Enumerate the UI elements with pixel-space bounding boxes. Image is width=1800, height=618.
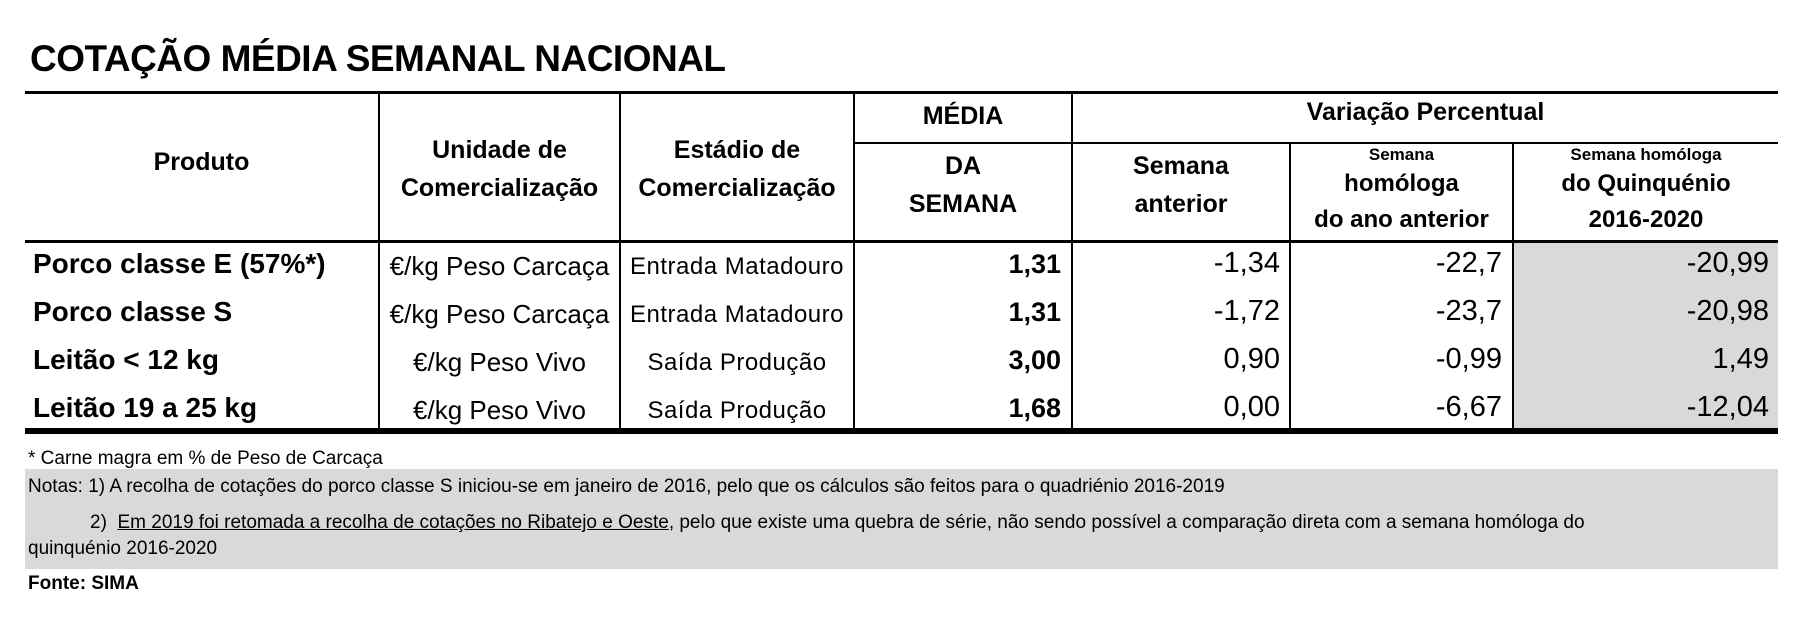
header-media-line1: DA bbox=[944, 152, 982, 180]
footnote: * Carne magra em % de Peso de Carcaça bbox=[28, 448, 383, 469]
row1-quinquenio: -20,99 bbox=[1686, 247, 1769, 279]
row2-quinquenio: -20,98 bbox=[1686, 295, 1769, 327]
header-semana-anterior-line1: Semana bbox=[1133, 152, 1229, 180]
row4-quinquenio: -12,04 bbox=[1686, 391, 1769, 423]
row4-produto: Leitão 19 a 25 kg bbox=[33, 392, 258, 423]
row1-media: 1,31 bbox=[1008, 249, 1061, 279]
row4-ano-anterior: -6,67 bbox=[1435, 391, 1502, 423]
row4-semana-anterior: 0,00 bbox=[1223, 391, 1280, 423]
header-estadio bbox=[621, 131, 853, 207]
header-homologa-line1: homóloga bbox=[1344, 170, 1459, 197]
row4-unidade: €/kg Peso Vivo bbox=[413, 395, 586, 425]
header-media-line2: SEMANA bbox=[908, 190, 1018, 218]
row3-produto: Leitão < 12 kg bbox=[33, 344, 219, 375]
row3-ano-anterior: -0,99 bbox=[1435, 343, 1502, 375]
header-quinquenio bbox=[1514, 166, 1778, 238]
header-quinquenio-line1: do Quinquénio bbox=[1561, 170, 1731, 197]
row2-estadio: Entrada Matadouro bbox=[630, 301, 844, 328]
header-homologa-line2: do ano anterior bbox=[1314, 206, 1489, 233]
row3-media: 3,00 bbox=[1008, 345, 1061, 375]
note-2-number: 2) bbox=[90, 512, 107, 533]
page-title: COTAÇÃO MÉDIA SEMANAL NACIONAL bbox=[30, 38, 726, 79]
header-unidade-line2: Comercialização bbox=[400, 174, 599, 202]
header-homologa bbox=[1291, 166, 1512, 238]
header-media-top: MÉDIA bbox=[922, 102, 1004, 130]
note-2-rest: , pelo que existe uma quebra de série, não sendo possível a comparação direta com a semana homóloga do bbox=[668, 512, 1585, 533]
header-unidade-line1: Unidade de bbox=[432, 136, 567, 164]
note-2 bbox=[28, 508, 1585, 537]
row3-quinquenio: 1,49 bbox=[1712, 343, 1769, 375]
row3-semana-anterior: 0,90 bbox=[1223, 343, 1280, 375]
row4-media: 1,68 bbox=[1008, 393, 1061, 423]
header-unidade bbox=[380, 131, 619, 207]
header-produto: Produto bbox=[153, 148, 250, 176]
row1-ano-anterior: -22,7 bbox=[1435, 247, 1502, 279]
row4-estadio: Saída Produção bbox=[647, 397, 827, 424]
row3-unidade: €/kg Peso Vivo bbox=[413, 347, 586, 377]
header-quinquenio-line2: 2016-2020 bbox=[1588, 206, 1704, 233]
price-table bbox=[25, 91, 1778, 434]
row2-semana-anterior: -1,72 bbox=[1213, 295, 1280, 327]
row2-unidade: €/kg Peso Carcaça bbox=[389, 299, 610, 329]
row1-estadio: Entrada Matadouro bbox=[630, 253, 844, 280]
note-2-continuation: quinquénio 2016-2020 bbox=[28, 538, 218, 559]
header-semana-anterior bbox=[1073, 147, 1289, 223]
header-variacao: Variação Percentual bbox=[1306, 98, 1545, 126]
row2-ano-anterior: -23,7 bbox=[1435, 295, 1502, 327]
note-1: Notas: 1) A recolha de cotações do porco classe S iniciou-se em janeiro de 2016, pelo que os cálculos são feitos para o quadriénio 2016-2019 bbox=[28, 476, 1225, 497]
note-2-underlined: Em 2019 foi retomada a recolha de cotações no Ribatejo e Oeste bbox=[117, 512, 669, 533]
header-semana-anterior-line2: anterior bbox=[1134, 190, 1228, 218]
row3-estadio: Saída Produção bbox=[647, 349, 827, 376]
row2-produto: Porco classe S bbox=[33, 296, 233, 327]
header-estadio-line1: Estádio de bbox=[673, 136, 801, 164]
source-label: Fonte: SIMA bbox=[28, 573, 139, 594]
header-media bbox=[855, 147, 1071, 223]
row1-semana-anterior: -1,34 bbox=[1213, 247, 1280, 279]
row2-media: 1,31 bbox=[1008, 297, 1061, 327]
table-bottom-border bbox=[25, 428, 1778, 434]
header-estadio-line2: Comercialização bbox=[638, 174, 836, 202]
header-bottom-border bbox=[25, 240, 1778, 243]
row1-produto: Porco classe E (57%*) bbox=[33, 248, 326, 279]
header-homologa-small: Semana bbox=[1368, 145, 1435, 164]
header-quinquenio-small: Semana homóloga bbox=[1570, 145, 1722, 164]
row1-unidade: €/kg Peso Carcaça bbox=[389, 251, 610, 281]
